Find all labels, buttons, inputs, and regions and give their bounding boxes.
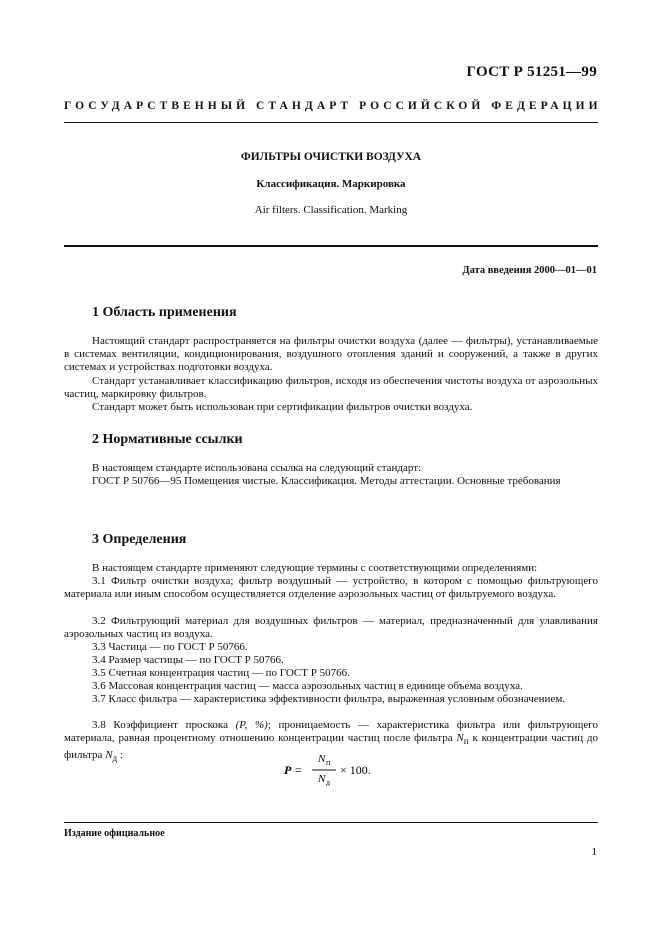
formula-numerator: N (318, 753, 326, 765)
formula-denominator: N (318, 773, 326, 785)
header-divider (64, 122, 598, 123)
formula-lhs: P (284, 763, 292, 777)
section-1-heading: 1 Область применения (92, 305, 237, 320)
edition-label: Издание официальное (64, 828, 165, 839)
title-divider (64, 245, 598, 247)
introduction-date: Дата введения 2000—01—01 (462, 265, 597, 276)
definitions-intro: В настоящем стандарте применяют следующие термины с соответствующими определениями: (92, 562, 538, 574)
document-title-english: Air filters. Classification. Marking (254, 204, 408, 216)
section-2-paragraph: В настоящем стандарте использована ссылка на следующий стандарт: (92, 462, 422, 474)
definition-item: 3.1 Фильтр очистки воздуха; фильтр воздушный — устройство, в котором с помощью фильтрующего материала или иным способом осуществляется отделение аэрозольных частиц от фильтруемого воздуха. (64, 575, 598, 601)
definition-item: 3.7 Класс фильтра — характеристика эффективности фильтра, выраженная условным обозначением. (92, 693, 566, 705)
formula-numerator-sub: п (326, 758, 331, 767)
definition-item: 3.5 Счетная концентрация частиц — по ГОСТ Р 50766. (92, 667, 350, 679)
formula-equals: = (295, 763, 302, 777)
standard-banner: ГОСУДАРСТВЕННЫЙ СТАНДАРТ РОССИЙСКОЙ ФЕДЕРАЦИИ (64, 100, 602, 112)
definition-item: 3.6 Массовая концентрация частиц — масса аэрозольных частиц в единице объема воздуха. (92, 680, 523, 692)
page-number: 1 (591, 846, 597, 858)
document-code: ГОСТ Р 51251—99 (466, 64, 597, 80)
section-1-paragraph: Стандарт устанавливает классификацию фильтров, исходя из обеспечения чистоты воздуха от аэрозольных частиц, маркировку фильтров. (64, 375, 598, 401)
document-subtitle: Классификация. Маркировка (256, 178, 406, 190)
section-1-paragraph: Стандарт может быть использован при сертификации фильтров очистки воздуха. (92, 401, 473, 413)
definition-item: 3.2 Фильтрующий материал для воздушных фильтров — материал, предназначенный для улавливания аэрозольных частиц из воздуха. (64, 615, 598, 641)
formula (0, 752, 661, 786)
definition-item: 3.3 Частица — по ГОСТ Р 50766. (92, 641, 248, 653)
section-2-reference: ГОСТ Р 50766—95 Помещения чистые. Классификация. Методы аттестации. Основные требования (92, 475, 561, 487)
formula-denominator-sub: д (326, 778, 331, 786)
definition-item: 3.8 Коэффициент проскока (P, %); проницаемость — характеристика фильтра или фильтрующего материала, равная процентному отношению концентрации частиц после фильтра $N_п$ к концентрации частиц до фильтра $N_д$ : (64, 719, 598, 763)
formula-multiplier: × 100. (340, 763, 371, 777)
section-3-heading: 3 Определения (92, 532, 187, 547)
definition-item: 3.4 Размер частицы — по ГОСТ Р 50766. (92, 654, 284, 666)
section-1-paragraph: Настоящий стандарт распространяется на фильтры очистки воздуха (далее — фильтры), устанавливаемые в системах вентиляции, кондиционирования, воздушного отопления зданий и сооружений, а также в других системах и устройствах подготовки воздуха. (64, 335, 598, 374)
document-title: ФИЛЬТРЫ ОЧИСТКИ ВОЗДУХА (240, 151, 422, 163)
section-2-heading: 2 Нормативные ссылки (92, 432, 243, 447)
footer-divider (64, 822, 598, 823)
